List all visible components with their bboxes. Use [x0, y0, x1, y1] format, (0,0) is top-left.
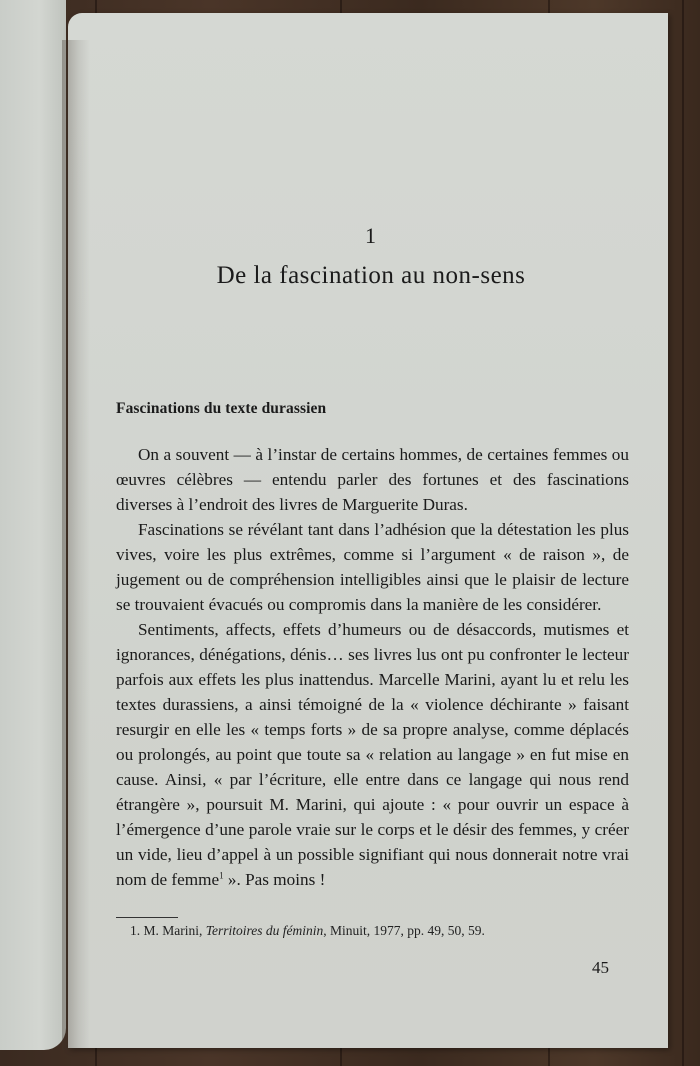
footnote-divider — [116, 917, 178, 918]
section-title: Fascinations du texte durassien — [116, 400, 327, 417]
paragraph-text: Sentiments, affects, effets d’humeurs ou de désaccords, mutismes et ignorances, dénégations, dénis… ses livres lus ont pu confronter le lecteur parfois aux effets les plus inattendus. Marcelle Marini, ayant lu et relu les textes durassiens, a ainsi témoigné de la « violence déchirante » faisant resurgir en elle les « temps forts » de sa propre analyse, comme déplacés ou prolongés, au point que toute sa « relation au langage » en fut mise en cause. Ainsi, « par l’écriture, elle entre dans ce langage qui nous rend étrangère », poursuit M. Marini, qui ajoute : « pour ouvrir un espace à l’émergence d’une parole vraie sur le corps et le désir des femmes, y créer un vide, lieu d’appel à un possible signifiant qui nous donnerait notre vrai nom de femme — [116, 620, 629, 889]
footnote-number: 1. — [130, 923, 141, 938]
footnote-details: , Minuit, 1977, pp. 49, 50, 59. — [323, 923, 485, 938]
footnote-author: M. Marini, — [143, 923, 203, 938]
chapter-number: 1 — [365, 223, 377, 248]
paragraph — [116, 617, 629, 892]
chapter-title: De la fascination au non-sens — [216, 262, 526, 289]
paragraph-end: ». Pas moins ! — [223, 870, 326, 889]
paragraph: Fascinations se révélant tant dans l’adhésion que la détestation les plus vives, voire les plus extrêmes, comme si l’argument « de raison », de jugement ou de compréhension intelligibles ainsi que le plaisir de lecture se trouvaient évacués ou compromis dans la manière de les considérer. — [116, 520, 629, 614]
book-page — [68, 13, 668, 1048]
footnote — [130, 923, 485, 939]
page-number: 45 — [592, 958, 609, 977]
paragraph: On a souvent — à l’instar de certains hommes, de certaines femmes ou œuvres célèbres — entendu parler des fortunes et des fascinations diverses à l’endroit des livres de Marguerite Duras. — [116, 445, 629, 514]
footnote-title: Territoires du féminin — [205, 923, 324, 938]
body-text — [116, 442, 629, 892]
wood-grain — [682, 0, 684, 1066]
footnote-marker[interactable]: 1 — [219, 870, 224, 881]
left-page-edge — [0, 0, 66, 1050]
